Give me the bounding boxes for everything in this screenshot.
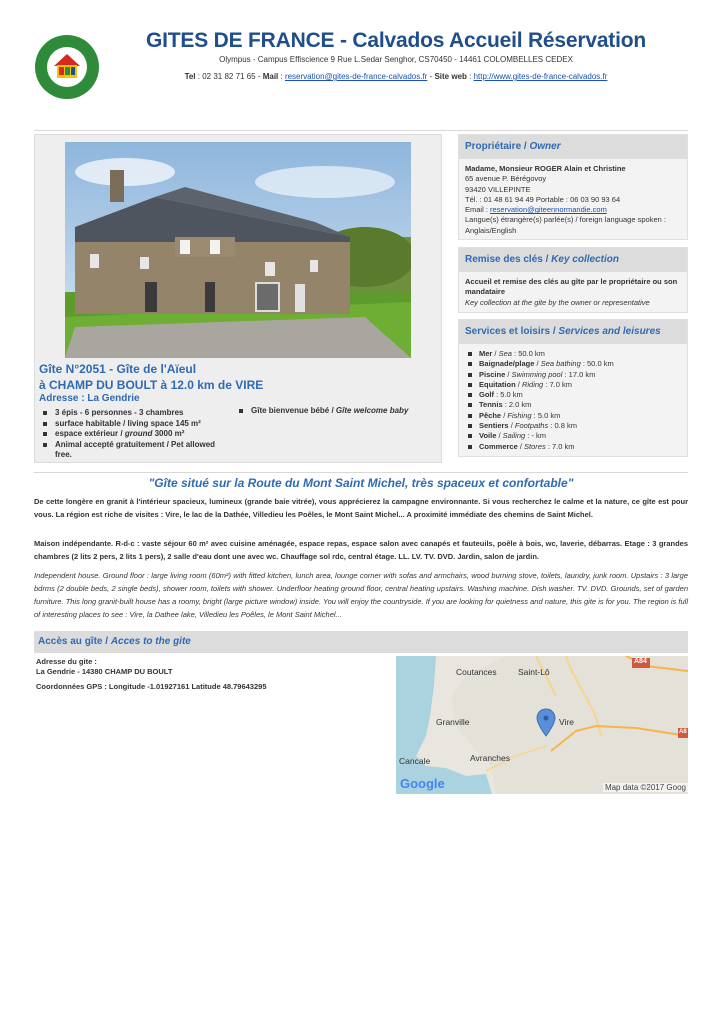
services-heading-en: Services and leisures: [558, 326, 661, 337]
service-item: Piscine / Swimming pool : 17.0 km: [465, 370, 681, 380]
service-name-en: Sailing: [502, 431, 526, 441]
keys-text-fr: Accueil et remise des clés au gîte par le propriétaire ou son mandataire: [465, 277, 678, 297]
service-item: Baignade/plage / Sea bathing : 50.0 km: [465, 359, 681, 369]
gite-title: [39, 361, 419, 393]
owner-heading-fr: Propriétaire: [465, 141, 522, 152]
feature-text: Gîte bienvenue bébé /: [251, 406, 336, 415]
feature-text: Animal accepté gratuitement / Pet allowed free.: [55, 439, 216, 459]
feature-item: [39, 440, 229, 461]
service-distance: 2.0 km: [508, 400, 532, 410]
service-distance: 17.0 km: [568, 369, 596, 379]
service-item: Tennis : 2.0 km: [465, 400, 681, 410]
gites-de-france-logo: [34, 34, 100, 100]
service-name: Pêche: [479, 410, 502, 420]
service-distance: 50.0 km: [518, 349, 545, 358]
service-distance: 0.8 km: [554, 421, 578, 431]
service-name-en: Fishing: [507, 410, 532, 420]
location-map[interactable]: [396, 656, 688, 794]
service-name-en: Swimming pool: [511, 369, 563, 379]
map-label-city: Saint-Lô: [518, 667, 550, 677]
service-name-en: Sea: [498, 349, 512, 358]
services-panel: [458, 319, 688, 457]
service-name: Mer: [479, 349, 493, 358]
header-title: GITES DE FRANCE - Calvados Accueil Réservation: [146, 29, 646, 52]
keys-heading: Remise des clés / Key collection: [459, 248, 687, 272]
owner-email-link[interactable]: reservation@giteennormandie.com: [490, 205, 607, 215]
owner-panel: [458, 134, 688, 240]
description-en: Independent house. Ground floor : large living room (60m²) with fitted kitchen, lunch area, lounge corner with sofas and armchairs, wood burning stove, toilets, laundry, junk room. Upstairs : 3 large bdrms (2 double beds, 2 single beds), shower room, toilets with shower. Underfloor heating ground floor, central heating upstairs. Washing machine. Dish washer. TV. DVD. Grounds, set of garden furniture. This long granit-built house has a roomy, bright (large picture window) inside. You will enjoy the countryside. If you are looking for quietness and nature, this gite is for you. The region is full of interesting places to see : Vire, la Dathee lake, Villedieu les Poêles, le Mont Saint Michel...: [34, 571, 688, 619]
mail-link[interactable]: reservation@gites-de-france-calvados.fr: [284, 72, 428, 81]
gite-address: Adresse : La Gendrie: [39, 393, 140, 404]
service-item: Voile / Sailing : - km: [465, 431, 681, 441]
service-name-en: Stores: [524, 441, 546, 451]
access-heading-en: Acces to the gite: [110, 636, 191, 647]
features-list: [39, 408, 229, 461]
service-item: Equitation / Riding : 7.0 km: [465, 380, 681, 390]
service-name: Commerce: [479, 441, 518, 451]
map-road-a8: A8: [679, 729, 687, 735]
service-name: Tennis: [479, 400, 503, 410]
service-distance: 5.0 km: [537, 410, 561, 420]
access-address-value: La Gendrie - 14380 CHAMP DU BOULT: [36, 667, 173, 676]
service-distance: - km: [531, 431, 547, 441]
header-address: Olympus - Campus Effiscience 9 Rue L.Sedar Senghor, CS70450 - 14461 COLOMBELLES CEDEX: [219, 55, 573, 64]
owner-name: Madame, Monsieur ROGER Alain et Christine: [465, 164, 626, 173]
service-name: Baignade/plage: [479, 359, 535, 369]
keys-heading-fr: Remise des clés: [465, 254, 543, 265]
tel-label: Tel: [184, 72, 196, 81]
access-heading: Accès au gîte / Acces to the gite: [34, 631, 688, 653]
header-contact: Tel : 02 31 82 71 65 - Mail : reservation@gites-de-france-calvados.fr - Site web : http://www.gites-de-france-calvados.fr: [184, 72, 608, 81]
description-fr-details: Maison indépendante. R-d-c : vaste séjour 60 m² avec cuisine aménagée, espace repas, espace salon avec canapés et fauteuils, poêle à bois, wc, laverie, débarras. Etage : 3 grandes chambres (2 lits 2 pers, 2 lits 1 pers), 2 salle d'eau dont une avec wc. Chauffage sol rdc, central étage. LL. LV. TV. DVD. Jardin, salon de jardin.: [34, 539, 688, 561]
service-name: Piscine: [479, 369, 506, 379]
service-item: Sentiers / Footpaths : 0.8 km: [465, 421, 681, 431]
map-label-city: Avranches: [470, 753, 511, 763]
services-heading-fr: Services et loisirs: [465, 326, 551, 337]
access-gps: Coordonnées GPS : Longitude -1.01927161 Latitude 48.79643295: [36, 682, 267, 691]
gite-photo: [65, 142, 411, 358]
service-distance: 5.0 km: [500, 390, 523, 400]
access-address: [36, 657, 376, 677]
tagline: "Gîte situé sur la Route du Mont Saint Michel, très spaceux et confortable": [148, 476, 574, 490]
owner-city: 93420 VILLEPINTE: [465, 184, 531, 194]
service-item: Mer / Sea : 50.0 km: [465, 349, 681, 359]
site-label: Site web: [434, 72, 467, 81]
gite-summary-box: [34, 134, 442, 463]
feature-item: [39, 408, 229, 419]
map-label-city: Granville: [436, 717, 470, 727]
keys-panel: [458, 247, 688, 313]
feature-text: 3 épis - 6 personnes - 3 chambres: [55, 408, 184, 417]
map-road-a84: A84: [634, 658, 647, 665]
feature-text: espace extérieur /: [55, 429, 125, 438]
owner-phones: Tél. : 01 48 61 94 49 Portable : 06 03 90 93 64: [465, 194, 621, 204]
feature-item: [39, 419, 229, 430]
owner-heading: Propriétaire / Owner: [459, 135, 687, 159]
description-fr: De cette longère en granit à l'intérieur spacieux, lumineux (grande baie vitrée), vous apprécierez la campagne environnante. Si vous recherchez le calme et la nature, ce gîte est pour vous. La région est riche de visites : Vire, le lac de la Dathée, Villedieu les Poêles, le Mont Saint Michel... A proximité immédiate des chemins de Saint Michel.: [34, 497, 688, 519]
service-distance: 7.0 km: [549, 379, 572, 389]
tel-value: 02 31 82 71 65: [202, 72, 256, 81]
gite-title-line1: Gîte N°2051 - Gîte de l'Aïeul: [39, 362, 197, 376]
feature-text-en: ground: [124, 429, 153, 438]
service-name-en: Footpaths: [514, 421, 549, 431]
owner-heading-en: Owner: [529, 141, 561, 152]
services-details: [459, 344, 687, 458]
owner-email-line: [465, 205, 681, 215]
feature-item: [235, 406, 435, 417]
owner-details: [459, 159, 687, 242]
service-distance: 7.0 km: [552, 441, 575, 451]
keys-details: [459, 272, 687, 314]
owner-languages: Langue(s) étrangère(s) parlée(s) / foreign language spoken : Anglais/English: [465, 215, 666, 235]
service-name-en: Riding: [521, 379, 544, 389]
feature-text: surface habitable / living space 145 m²: [55, 418, 201, 428]
header-divider: [34, 130, 688, 131]
feature-item: [39, 429, 229, 440]
service-name-en: Sea bathing: [540, 359, 581, 369]
keys-heading-en: Key collection: [551, 254, 619, 265]
service-name: Sentiers: [479, 421, 509, 431]
services-heading: Services et loisirs / Services and leisures: [459, 320, 687, 344]
service-name: Voile: [479, 431, 497, 441]
owner-email-label: Email :: [465, 205, 491, 215]
map-label-city: Coutances: [456, 667, 497, 677]
feature-text-suffix: 3000 m²: [152, 429, 185, 438]
services-list: [465, 349, 681, 452]
features-list-right: [235, 406, 435, 417]
service-name: Equitation: [479, 379, 516, 389]
map-copyright: Map data ©2017 Goog: [604, 783, 686, 792]
service-item: Pêche / Fishing : 5.0 km: [465, 411, 681, 421]
feature-text-en: Gîte welcome baby: [335, 406, 409, 415]
google-logo-text: Google: [400, 776, 445, 791]
access-heading-fr: Accès au gîte: [38, 636, 103, 647]
tagline-divider: [34, 472, 688, 473]
access-address-label: Adresse du gite :: [36, 657, 97, 666]
service-item: Golf : 5.0 km: [465, 390, 681, 400]
service-item: Commerce / Stores : 7.0 km: [465, 442, 681, 452]
gite-title-line2: à CHAMP DU BOULT à 12.0 km de VIRE: [39, 378, 264, 392]
map-label-city: Cancale: [399, 756, 431, 766]
mail-label: Mail: [262, 72, 279, 81]
keys-text-en: Key collection at the gite by the owner or representative: [465, 297, 650, 307]
map-label-city: Vire: [559, 717, 574, 727]
service-name: Golf: [479, 390, 494, 400]
site-link[interactable]: http://www.gites-de-france-calvados.fr: [473, 72, 608, 81]
google-logo: [400, 776, 445, 791]
service-distance: 50.0 km: [587, 359, 614, 369]
page-header: [0, 0, 724, 120]
owner-street: 65 avenue P. Bérégovoy: [465, 174, 547, 184]
